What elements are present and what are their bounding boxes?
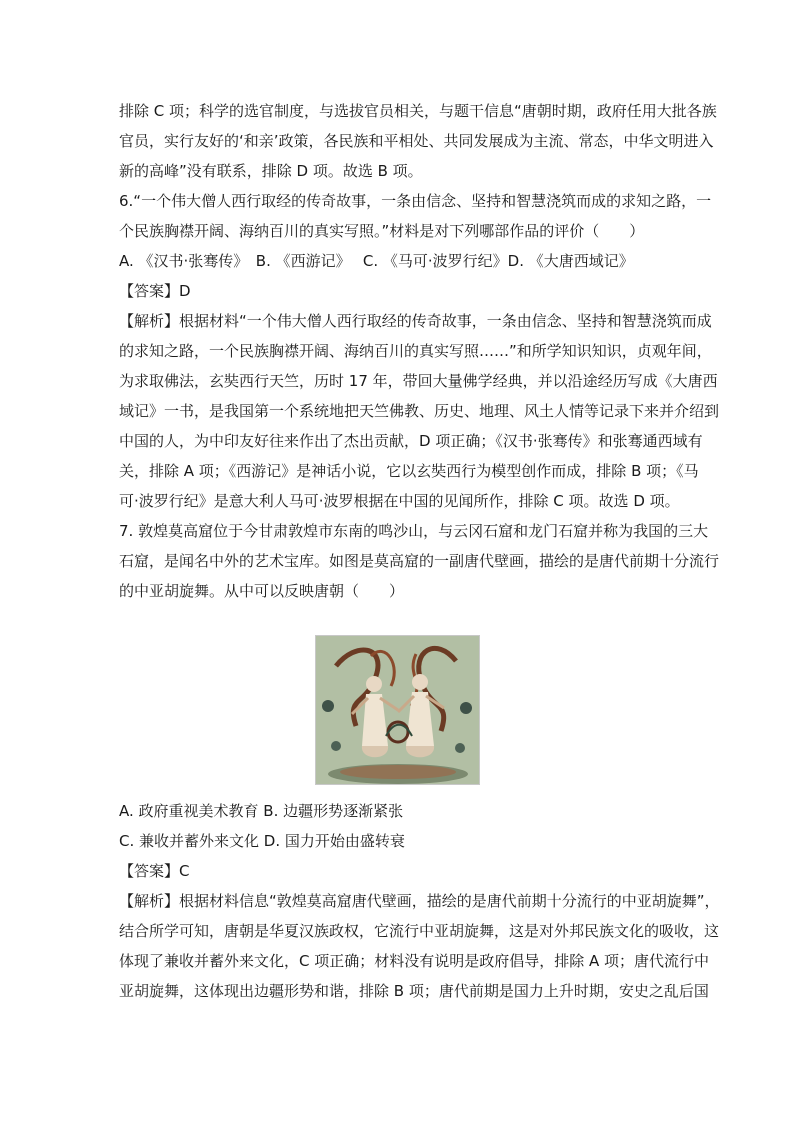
analysis-6-line: 【解析】根据材料“一个伟大僧人西行取经的传奇故事，一条由信念、坚持和智慧浇筑而成 <box>119 312 712 330</box>
question-6-options: A. 《汉书·张骞传》 B. 《西游记》 C. 《马可·波罗行纪》D. 《大唐西域记》 <box>119 252 634 270</box>
analysis-7-line: 结合所学可知，唐朝是华夏汉族政权，它流行中亚胡旋舞，这是对外邦民族文化的吸收，这 <box>119 922 720 940</box>
answer-7: 【答案】C <box>119 862 190 880</box>
question-7-line: 的中亚胡旋舞。从中可以反映唐朝（ ） <box>119 582 405 600</box>
answer-6: 【答案】D <box>119 282 191 300</box>
analysis-6-line: 关，排除 A 项；《西游记》是神话小说，它以玄奘西行为模型创作而成，排除 B 项；《马 <box>119 462 699 480</box>
mural-illustration <box>316 636 479 784</box>
analysis-7-line: 【解析】根据材料信息“敦煌莫高窟唐代壁画，描绘的是唐代前期十分流行的中亚胡旋舞”， <box>119 892 720 910</box>
question-7-line: 石窟，是闻名中外的艺术宝库。如图是莫高窟的一副唐代壁画，描绘的是唐代前期十分流行 <box>119 552 720 570</box>
question-6-line: 6.“一个伟大僧人西行取经的传奇故事，一条由信念、坚持和智慧浇筑而成的求知之路，一 <box>119 192 712 210</box>
analysis-6-line: 中国的人，为中印友好往来作出了杰出贡献，D 项正确；《汉书·张骞传》和张骞通西域有 <box>119 432 703 450</box>
analysis-6-line: 域记》一书，是我国第一个系统地把天竺佛教、历史、地理、风土人情等记录下来并介绍到 <box>119 402 720 420</box>
analysis-7-line: 亚胡旋舞，这体现出边疆形势和谐，排除 B 项；唐代前期是国力上升时期，安史之乱后国 <box>119 982 709 1000</box>
analysis-7-line: 体现了兼收并蓄外来文化，C 项正确；材料没有说明是政府倡导，排除 A 项；唐代流行中 <box>119 952 710 970</box>
dunhuang-mural-image <box>315 635 480 785</box>
question-7-options: A. 政府重视美术教育 B. 边疆形势逐渐紧张 <box>119 802 404 820</box>
text-block-upper <box>119 96 720 606</box>
analysis-6-line: 的求知之路，一个民族胸襟开阔、海纳百川的真实写照……”和所学知识知识，贞观年间， <box>119 342 712 360</box>
question-7-options: C. 兼收并蓄外来文化 D. 国力开始由盛转衰 <box>119 832 405 850</box>
question-7-line: 7. 敦煌莫高窟位于今甘肃敦煌市东南的鸣沙山，与云冈石窟和龙门石窟并称为我国的三大 <box>119 522 709 540</box>
text-block-lower <box>119 796 720 1006</box>
analysis-6-line: 为求取佛法，玄奘西行天竺，历时 17 年，带回大量佛学经典，并以沿途经历写成《大唐西 <box>119 372 718 390</box>
text-line: 官员，实行友好的‘和亲’政策，各民族和平相处、共同发展成为主流、常态，中华文明进入 <box>119 132 714 150</box>
analysis-6-line: 可·波罗行纪》是意大利人马可·波罗根据在中国的见闻所作，排除 C 项。故选 D 项。 <box>119 492 680 510</box>
question-6-line: 个民族胸襟开阔、海纳百川的真实写照。”材料是对下列哪部作品的评价（ ） <box>119 222 645 240</box>
text-line: 新的高峰”没有联系，排除 D 项。故选 B 项。 <box>119 162 423 180</box>
text-line: 排除 C 项；科学的选官制度，与选拔官员相关，与题干信息“唐朝时期，政府任用大批各族 <box>119 102 717 120</box>
